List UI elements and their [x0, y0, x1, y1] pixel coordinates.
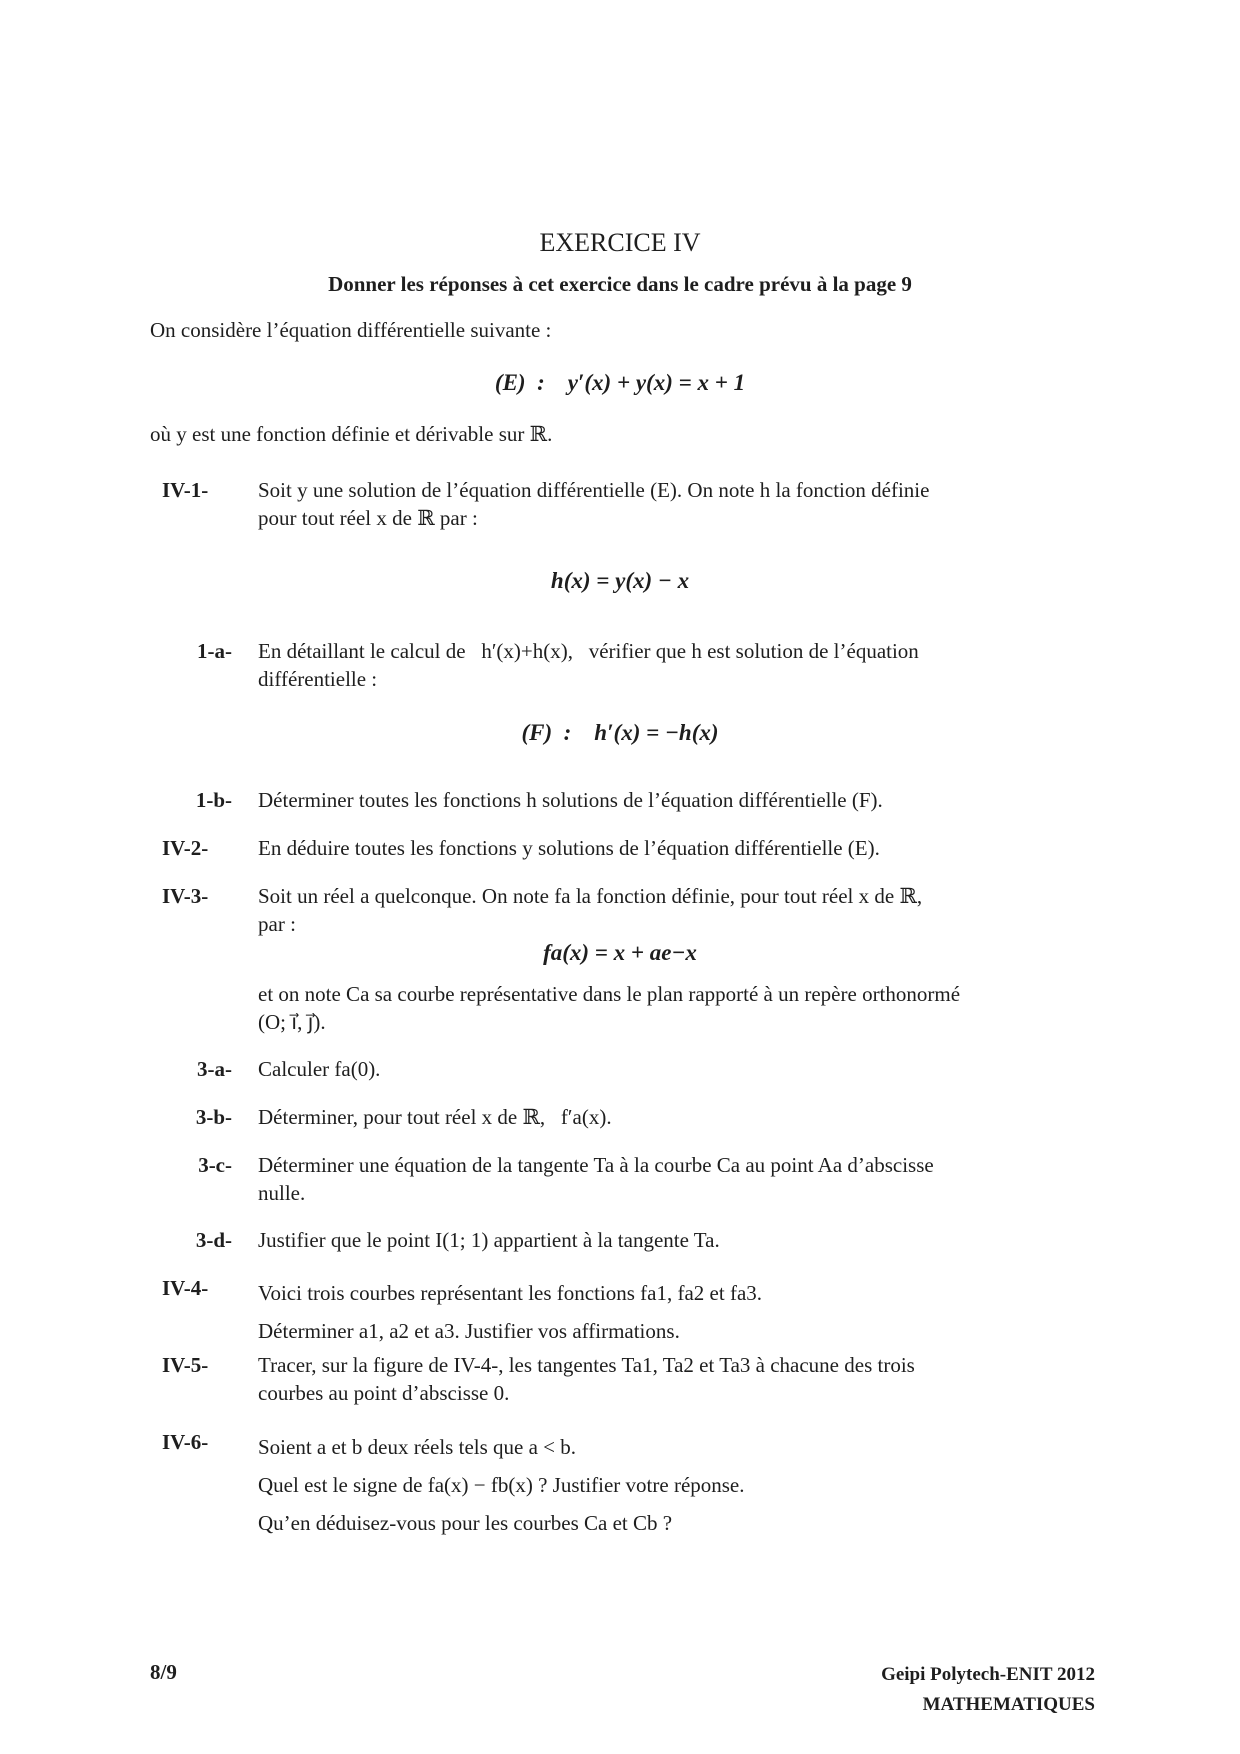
question-text-line: et on note Ca sa courbe représentative dans le plan rapporté à un repère orthonormé — [258, 982, 961, 1006]
question-label: 3-c- — [198, 1153, 232, 1177]
question-label: IV-4- — [162, 1276, 209, 1300]
question-label: IV-2- — [162, 836, 209, 860]
question-text-line: Soit y une solution de l’équation différentielle (E). On note h la fonction définie — [258, 478, 930, 502]
question-text-line: Déterminer, pour tout réel x de ℝ, f′a(x). — [258, 1105, 612, 1129]
question-text-line: Déterminer une équation de la tangente Ta à la courbe Ca au point Aa d’abscisse — [258, 1153, 934, 1177]
exercise-title: EXERCICE IV — [539, 228, 701, 257]
question-label: IV-1- — [162, 478, 209, 502]
question-text-line: Voici trois courbes représentant les fonctions fa1, fa2 et fa3. — [258, 1281, 763, 1305]
question-text-line: Soit un réel a quelconque. On note fa la fonction définie, pour tout réel x de ℝ, — [258, 884, 923, 908]
question-text-line: En détaillant le calcul de h′(x)+h(x), vérifier que h est solution de l’équation — [258, 639, 919, 663]
question-text-line: courbes au point d’abscisse 0. — [258, 1381, 510, 1405]
question-text-line: Calculer fa(0). — [258, 1057, 381, 1081]
question-label: 3-a- — [197, 1057, 232, 1081]
question-text-line: nulle. — [258, 1181, 306, 1205]
question-text-line: Soient a et b deux réels tels que a < b. — [258, 1435, 577, 1459]
question-text-line: Qu’en déduisez-vous pour les courbes Ca et Cb ? — [258, 1511, 673, 1535]
question-label: 1-b- — [195, 788, 232, 812]
question-text-line: Justifier que le point I(1; 1) appartient à la tangente Ta. — [258, 1228, 720, 1252]
intro-text: On considère l’équation différentielle suivante : — [150, 318, 552, 342]
footer-exam-name: Geipi Polytech-ENIT 2012 — [881, 1664, 1095, 1685]
question-text-line: pour tout réel x de ℝ par : — [258, 506, 478, 530]
question-text-line: par : — [258, 912, 296, 936]
question-text-line: Quel est le signe de fa(x) − fb(x) ? Justifier votre réponse. — [258, 1473, 745, 1497]
question-label: IV-6- — [162, 1430, 209, 1454]
question-label: 3-d- — [195, 1228, 232, 1252]
question-label: IV-3- — [162, 884, 209, 908]
question-label: 3-b- — [195, 1105, 232, 1129]
footer-exam-info — [881, 1660, 1095, 1720]
footer-subject: MATHEMATIQUES — [922, 1694, 1095, 1715]
equation-F: (F) : h′(x) = −h(x) — [521, 720, 719, 745]
domain-text: où y est une fonction définie et dérivable sur ℝ. — [150, 422, 553, 446]
page-number: 8/9 — [150, 1660, 177, 1684]
question-label: IV-5- — [162, 1353, 209, 1377]
equation-fa: fa(x) = x + ae−x — [543, 940, 697, 965]
question-text-line: Déterminer a1, a2 et a3. Justifier vos affirmations. — [258, 1319, 680, 1343]
question-text-line: En déduire toutes les fonctions y solutions de l’équation différentielle (E). — [258, 836, 880, 860]
question-text-line: Déterminer toutes les fonctions h solutions de l’équation différentielle (F). — [258, 788, 883, 812]
question-text-line: différentielle : — [258, 667, 378, 691]
question-label: 1-a- — [197, 639, 232, 663]
equation-h: h(x) = y(x) − x — [550, 568, 690, 593]
question-text-line: (O; i⃗, j⃗). — [258, 1010, 326, 1034]
question-text-line: Tracer, sur la figure de IV-4-, les tangentes Ta1, Ta2 et Ta3 à chacune des trois — [258, 1353, 915, 1377]
equation-E: (E) : y′(x) + y(x) = x + 1 — [494, 370, 746, 395]
exercise-instructions: Donner les réponses à cet exercice dans le cadre prévu à la page 9 — [328, 272, 912, 296]
